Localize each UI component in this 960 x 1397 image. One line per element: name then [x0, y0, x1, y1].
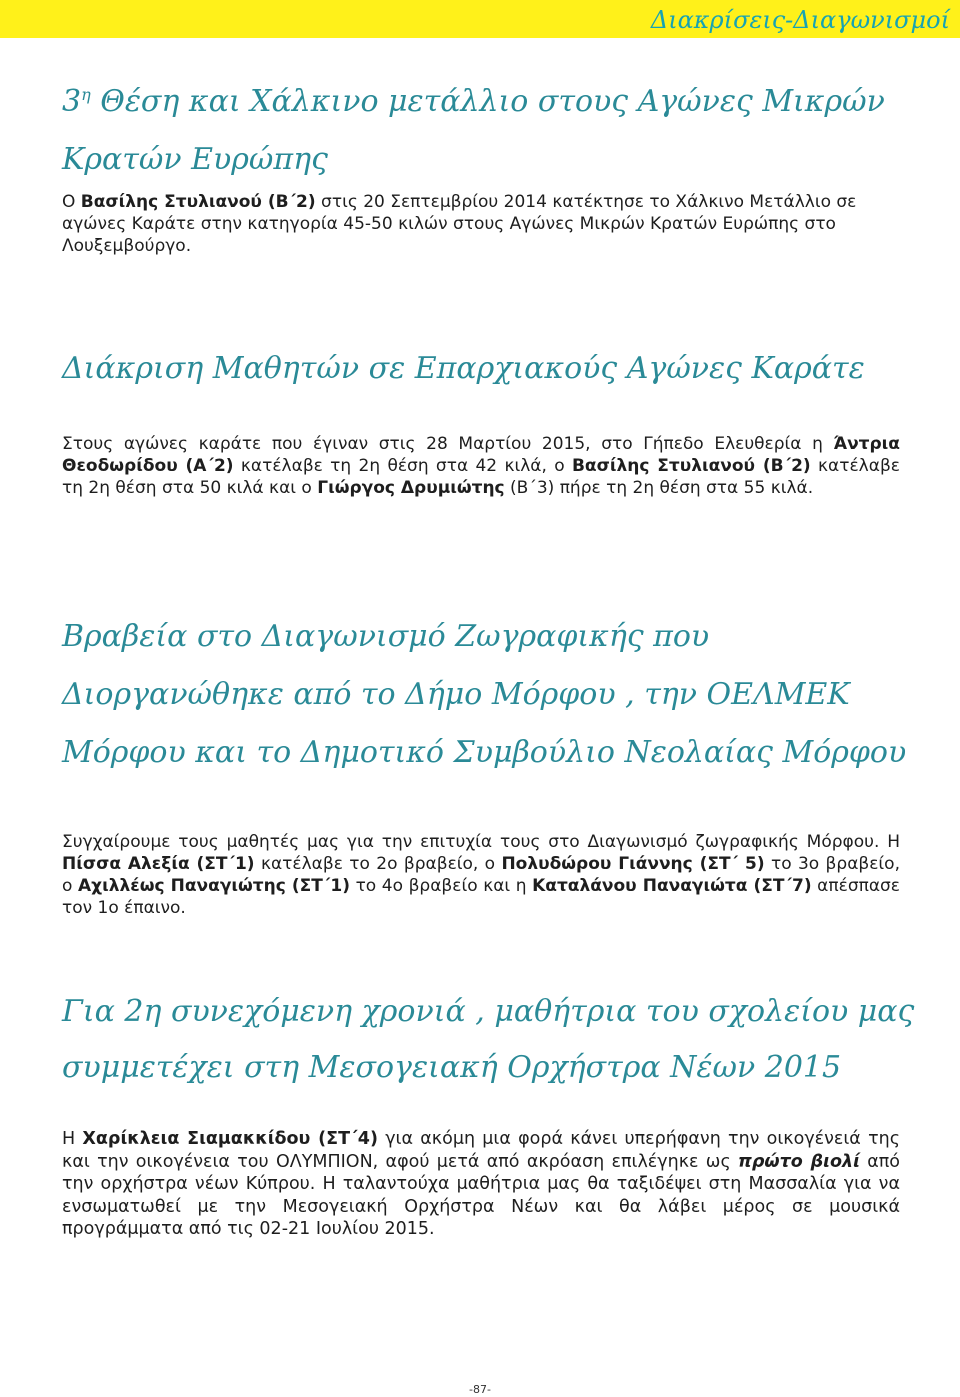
- title-superscript: η: [81, 85, 91, 104]
- student-name: Βασίλης Στυλιανού (Β΄2): [571, 456, 811, 476]
- header-bar: [0, 0, 960, 38]
- article-body-painting-contest: [62, 831, 900, 919]
- text: το 3ο βραβείο, ο: [62, 854, 900, 896]
- text: Στους αγώνες καράτε που έγιναν στις 28 Μαρτίου 2015, στο Γήπεδο Ελευθερία η: [62, 434, 834, 454]
- text: στις 20 Σεπτεμβρίου 2014 κατέκτησε το Χάλκινο Μετάλλιο σε αγώνες Καράτε στην κατηγορία 45-50 κιλών στους Αγώνες Μικρών Κρατών Ευρώπης στο Λουξεμβούργο.: [62, 192, 857, 256]
- article-title-youth-orchestra: Για 2η συνεχόμενη χρονιά , μαθήτρια του σχολείου μας συμμετέχει στη Μεσογειακή Ορχήστρα Νέων 2015: [62, 994, 915, 1085]
- text: Ο: [62, 192, 81, 212]
- article-title-painting-contest: Βραβεία στο Διαγωνισμό Ζωγραφικής που Διοργανώθηκε από το Δήμο Μόρφου , την ΟΕΛΜΕΚ Μόρφου και το Δημοτικό Συμβούλιο Νεολαίας Μόρφου: [62, 619, 907, 770]
- text: Συγχαίρουμε τους μαθητές μας για την επιτυχία τους στο Διαγωνισμό ζωγραφικής Μόρφου. Η: [62, 832, 900, 852]
- text: από την ορχήστρα νέων Κύπρου. Η ταλαντούχα μαθήτρια μας θα ταξιδέψει στη Μασσαλία για να ενσωματωθεί με την Μεσογειακή Ορχήστρα Νέων και θα λάβει μέρος σε μουσικά προγράμματα από τις 02-21 Ιουλίου 2015.: [62, 1151, 900, 1239]
- student-name: Γιώργος Δρυμιώτης: [317, 478, 505, 498]
- student-name: Καταλάνου Παναγιώτα (ΣΤ΄7): [532, 876, 812, 896]
- text: κατέλαβε τη 2η θέση στα 50 κιλά και ο: [62, 456, 900, 498]
- student-name: Πίσσα Αλεξία (ΣΤ΄1): [62, 854, 255, 874]
- article-body-youth-orchestra: [62, 1128, 900, 1241]
- article-title-karate-district: Διάκριση Μαθητών σε Επαρχιακούς Αγώνες Καράτε: [62, 351, 865, 386]
- student-name: Αχιλλέως Παναγιώτης (ΣΤ΄1): [77, 876, 350, 896]
- text: κατέλαβε τη 2η θέση στα 42 κιλά, ο: [233, 456, 572, 476]
- page-number: -87-: [469, 1383, 491, 1396]
- section-label: Διακρίσεις-Διαγωνισμοί: [650, 6, 950, 34]
- text: το 4ο βραβείο και η: [350, 876, 533, 896]
- student-name: Άντρια Θεοδωρίδου (Α΄2): [62, 434, 900, 476]
- article-title-karate-medal: [62, 66, 922, 189]
- text: (Β΄3) πήρε τη 2η θέση στα 55 κιλά.: [504, 478, 814, 498]
- student-name: Βασίλης Στυλιανού (Β΄2): [80, 192, 316, 212]
- emphasis-first-violin: πρώτο βιολί: [738, 1151, 860, 1172]
- text: κατέλαβε το 2ο βραβείο, ο: [254, 854, 502, 874]
- article-body-karate-medal: [62, 191, 900, 257]
- student-name: Πολυδώρου Γιάννης (ΣΤ΄ 5): [501, 854, 765, 874]
- student-name: Χαρίκλεια Σιαμακκίδου (ΣΤ΄4): [82, 1129, 378, 1149]
- title-text: Θέση και Χάλκινο μετάλλιο στους Αγώνες Μικρών Κρατών Ευρώπης: [62, 84, 885, 177]
- title-number: 3: [62, 84, 82, 119]
- article-body-karate-district: [62, 433, 900, 499]
- text: Η: [62, 1129, 83, 1149]
- text: για ακόμη μια φορά κάνει υπερήφανη την οικογένειά της και την οικογένεια του ΟΛΥΜΠΙΟΝ, αφού μετά από ακρόαση επιλέγηκε ως: [62, 1129, 900, 1172]
- text: απέσπασε τον 1ο έπαινο.: [62, 876, 900, 918]
